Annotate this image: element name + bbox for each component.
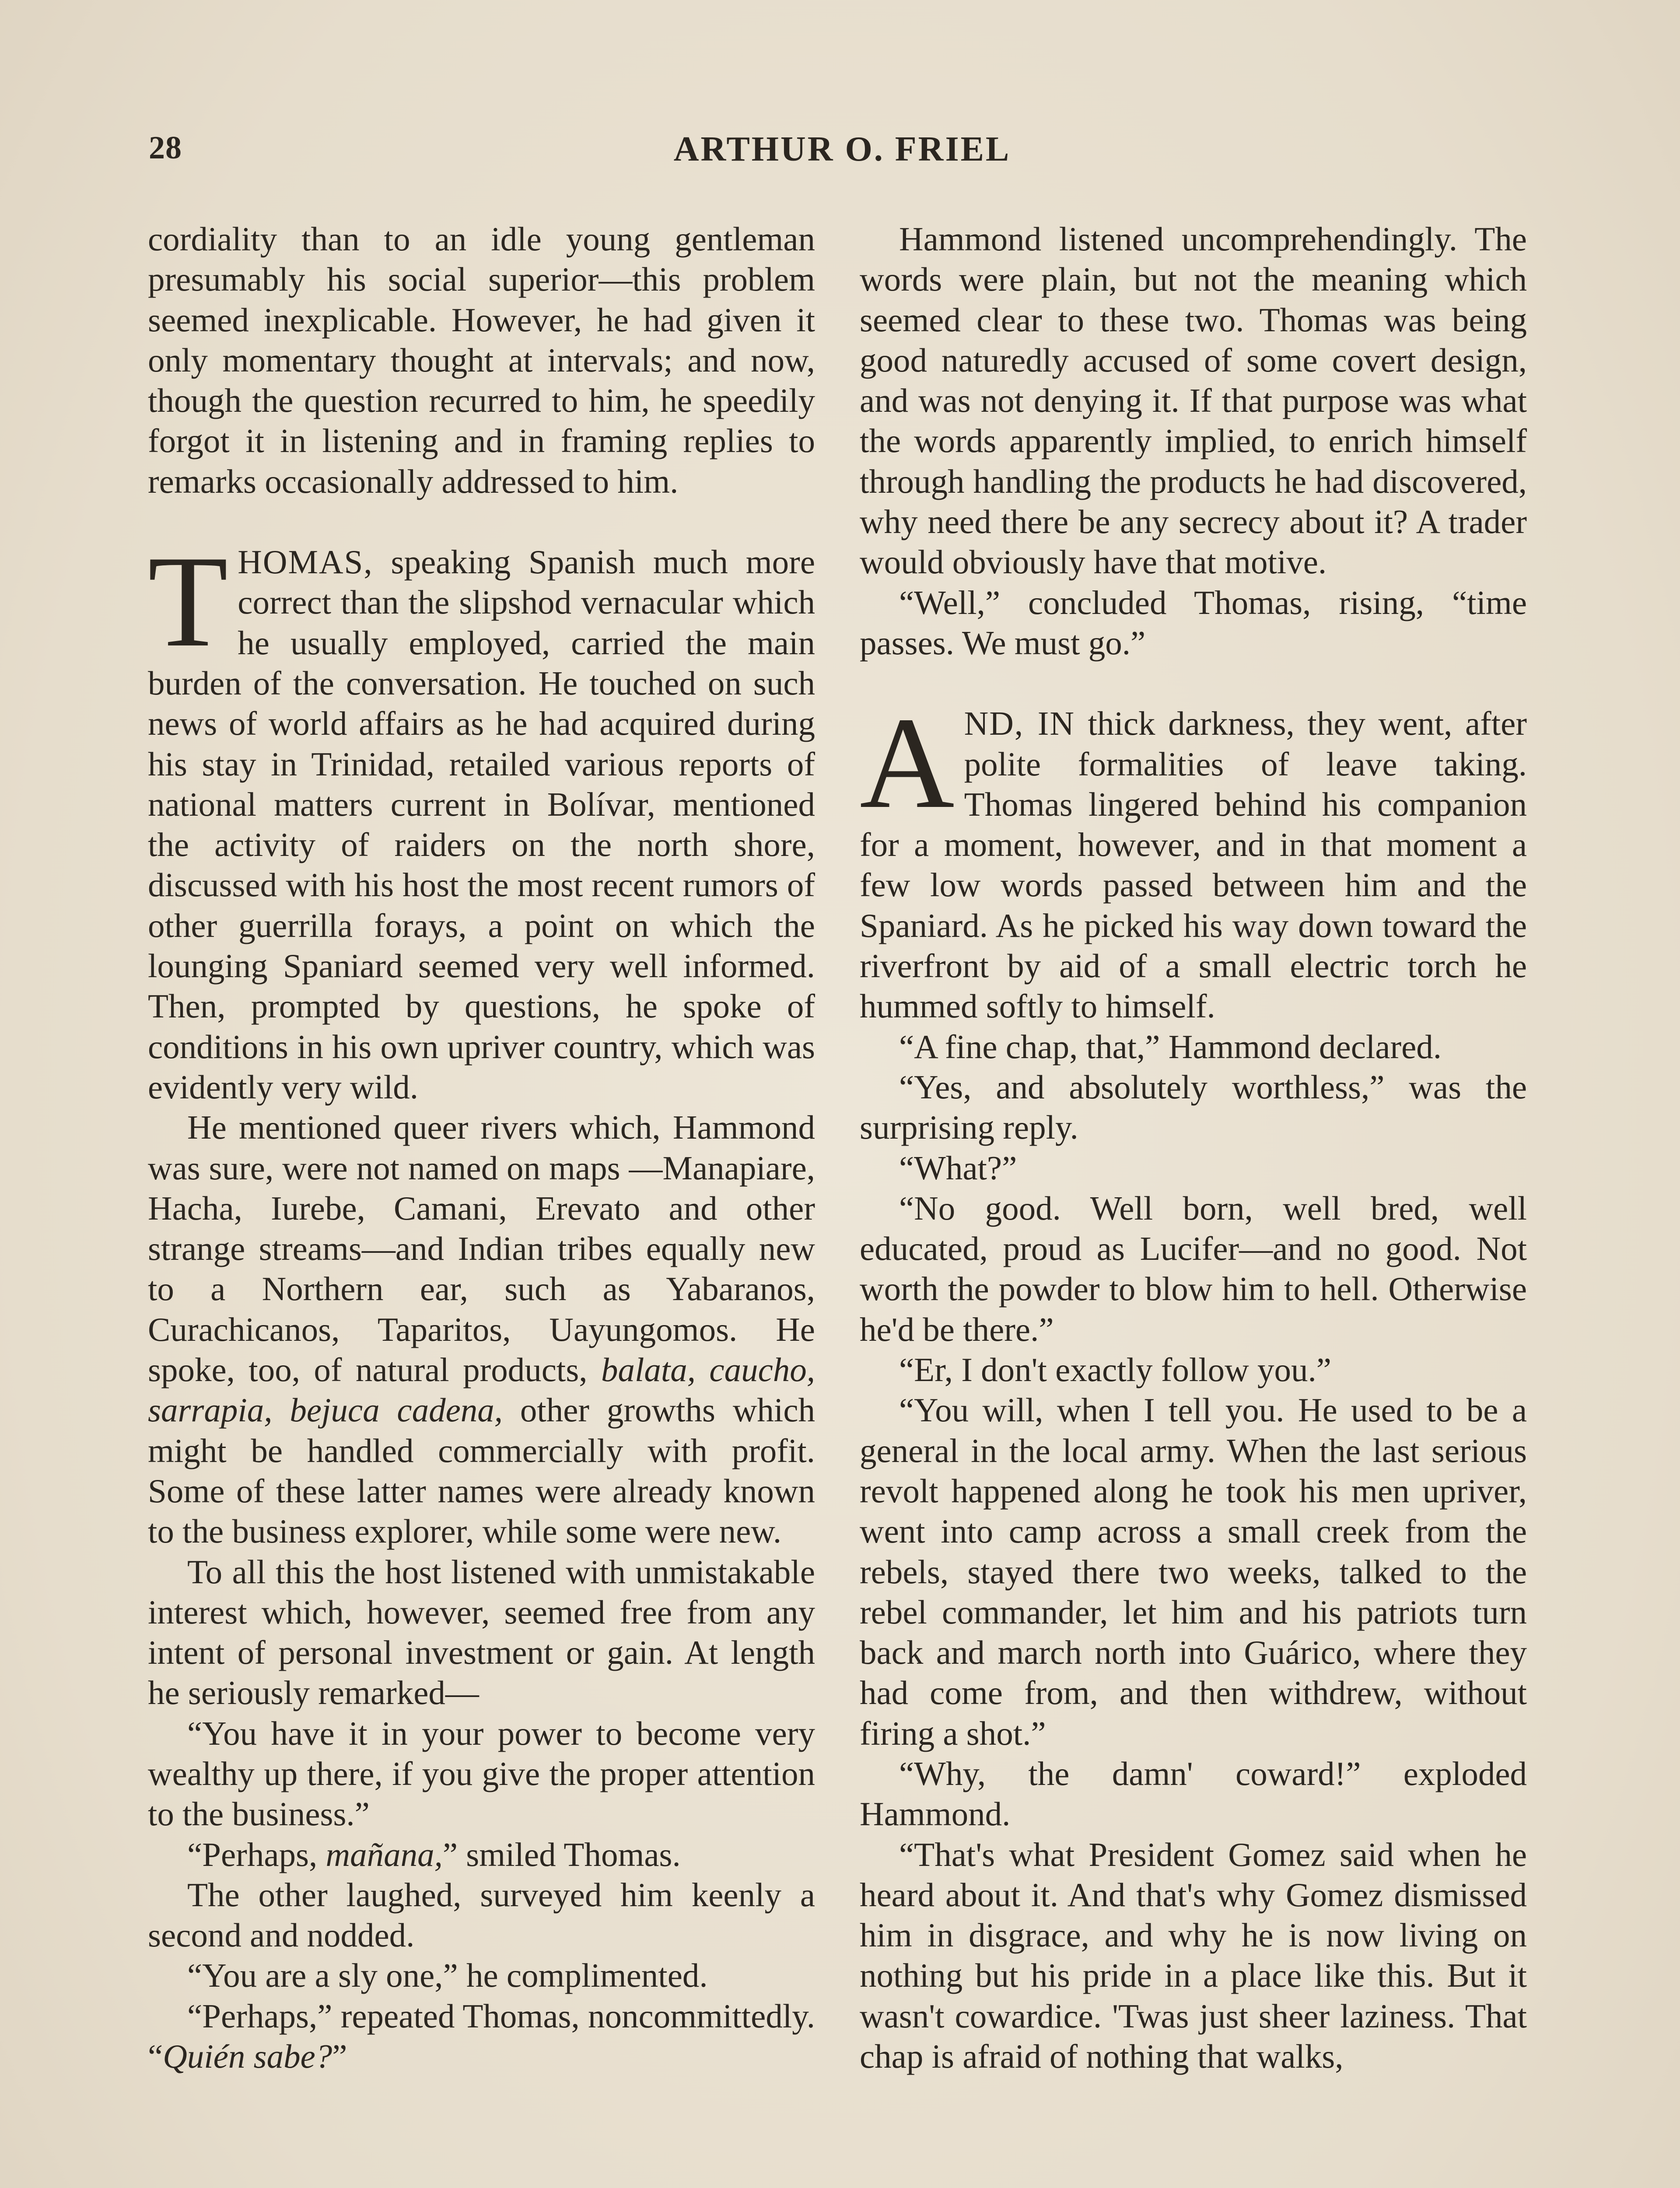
paragraph: Hammond listened uncomprehendingly. The words were plain, but not the meaning which seemed clear to these two. Thomas was being good naturedly accused of some covert design, and was not denying it. If that purpose was what the words apparently implied, to enrich himself through handling the products he had discovered, why need there be any secrecy about it? A trader would obviously have that motive. [860,220,1527,581]
paragraph: “You are a sly one,” he complimented. [187,1957,708,1995]
paragraph: “What?” [899,1149,1017,1187]
italic-text: balata, caucho, sarrapia, bejuca cadena, [148,1351,816,1429]
paragraph-text: ” [332,2037,347,2076]
paragraph: “No good. Well born, well bred, well educated, proud as Lucifer—and no good. Not worth the powder to blow him to hell. Otherwise he'd be there.” [860,1189,1527,1348]
lead-in: ND, IN [964,705,1075,743]
paragraph: To all this the host listened with unmistakable interest which, however, seemed free from any intent of personal investment or gain. At length he seriously remarked— [148,1553,815,1712]
paragraph: “That's what President Gomez said when he heard about it. And that's why Gomez dismissed him in disgrace, and why he is now living on nothing but his pride in a place like this. But it wasn't cowardice. 'Twas just sheer laziness. That chap is afraid of nothing that walks, [860,1835,1527,2076]
paragraph: “Er, I don't exactly follow you.” [899,1351,1331,1389]
paragraph-text: other growths which might be handled commercially with profit. Some of these latter names were already known to the business explorer, while some were new. [148,1391,815,1550]
paragraph-text: ” smiled Thomas. [442,1835,681,1873]
section-paragraph [148,529,815,1107]
page-number: 28 [149,130,182,166]
paragraph: “Why, the damn' coward!” exploded Hammond. [860,1754,1527,1833]
paragraph: “Well,” concluded Thomas, rising, “time passes. We must go.” [860,583,1527,662]
paragraph-text: speaking Spanish much more correct than the slipshod vernacular which he usually employed, carried the main burden of the conversation. He touched on such news of world affairs as he had acquired during his stay in Trinidad, retailed various reports of national matters current in Bolívar, mentioned the activity of raiders on the north shore, discussed with his host the most recent rumors of other guerrilla forays, a point on which the lounging Spaniard seemed very well informed. Then, prompted by questions, he spoke of conditions in his own upriver country, which was evidently very wild. [148,543,815,1106]
paragraph [148,1834,815,1875]
paragraph-text: thick darkness, they went, after polite formalities of leave taking. Thomas lingered behind his companion for a moment, however, and in that moment a few low words passed between him and the Spaniard. As he picked his way down toward the riverfront by aid of a small electric torch he hummed softly to himself. [860,705,1527,1025]
paragraph: “Yes, and absolutely worthless,” was the surprising reply. [860,1068,1527,1147]
paragraph: “A fine chap, that,” Hammond declared. [899,1027,1442,1066]
left-column [148,219,815,2076]
running-head: ARTHUR O. FRIEL [673,130,1011,168]
drop-cap: A [860,690,955,836]
drop-cap: T [148,529,228,674]
section-paragraph [860,690,1527,1026]
paragraph: cordiality than to an idle young gentleman presumably his social superior—this problem seemed inexplicable. However, he had given it only momentary thought at intervals; and now, though the question recurred to him, he speedily forgot it in listening and in framing replies to remarks occasionally addressed to him. [148,220,815,500]
paragraph: The other laughed, surveyed him keenly a second and nodded. [148,1876,815,1954]
paragraph-text: “Perhaps,” repeated Thomas, noncommittedly. “ [148,1997,815,2076]
page-header [149,130,1536,178]
paragraph [148,1996,815,2077]
paragraph [148,1107,815,1551]
italic-text: mañana, [326,1835,443,1873]
paragraph: “You have it in your power to become very wealthy up there, if you give the proper attention to the business.” [148,1714,815,1833]
lead-in: HOMAS, [238,543,373,581]
paragraph: “You will, when I tell you. He used to be a general in the local army. When the last serious revolt happened along he took his men upriver, went into camp across a small creek from the rebels, stayed there two weeks, talked to the rebel commander, let him and his patriots turn back and march north into Guárico, where they had come from, and then withdrew, without firing a shot.” [860,1391,1527,1752]
paragraph-text: “Perhaps, [187,1835,326,1873]
paragraph-text: He mentioned queer rivers which, Hammond was sure, were not named on maps —Manapiare, Hacha, Iurebe, Camani, Erevato and other strange streams—and Indian tribes equally new to a Northern ear, such as Yabaranos, Curachicanos, Taparitos, Uayungomos. He spoke, too, of natural products, [148,1108,815,1389]
right-column [860,219,1527,2076]
italic-text: Quién sabe? [163,2037,332,2076]
